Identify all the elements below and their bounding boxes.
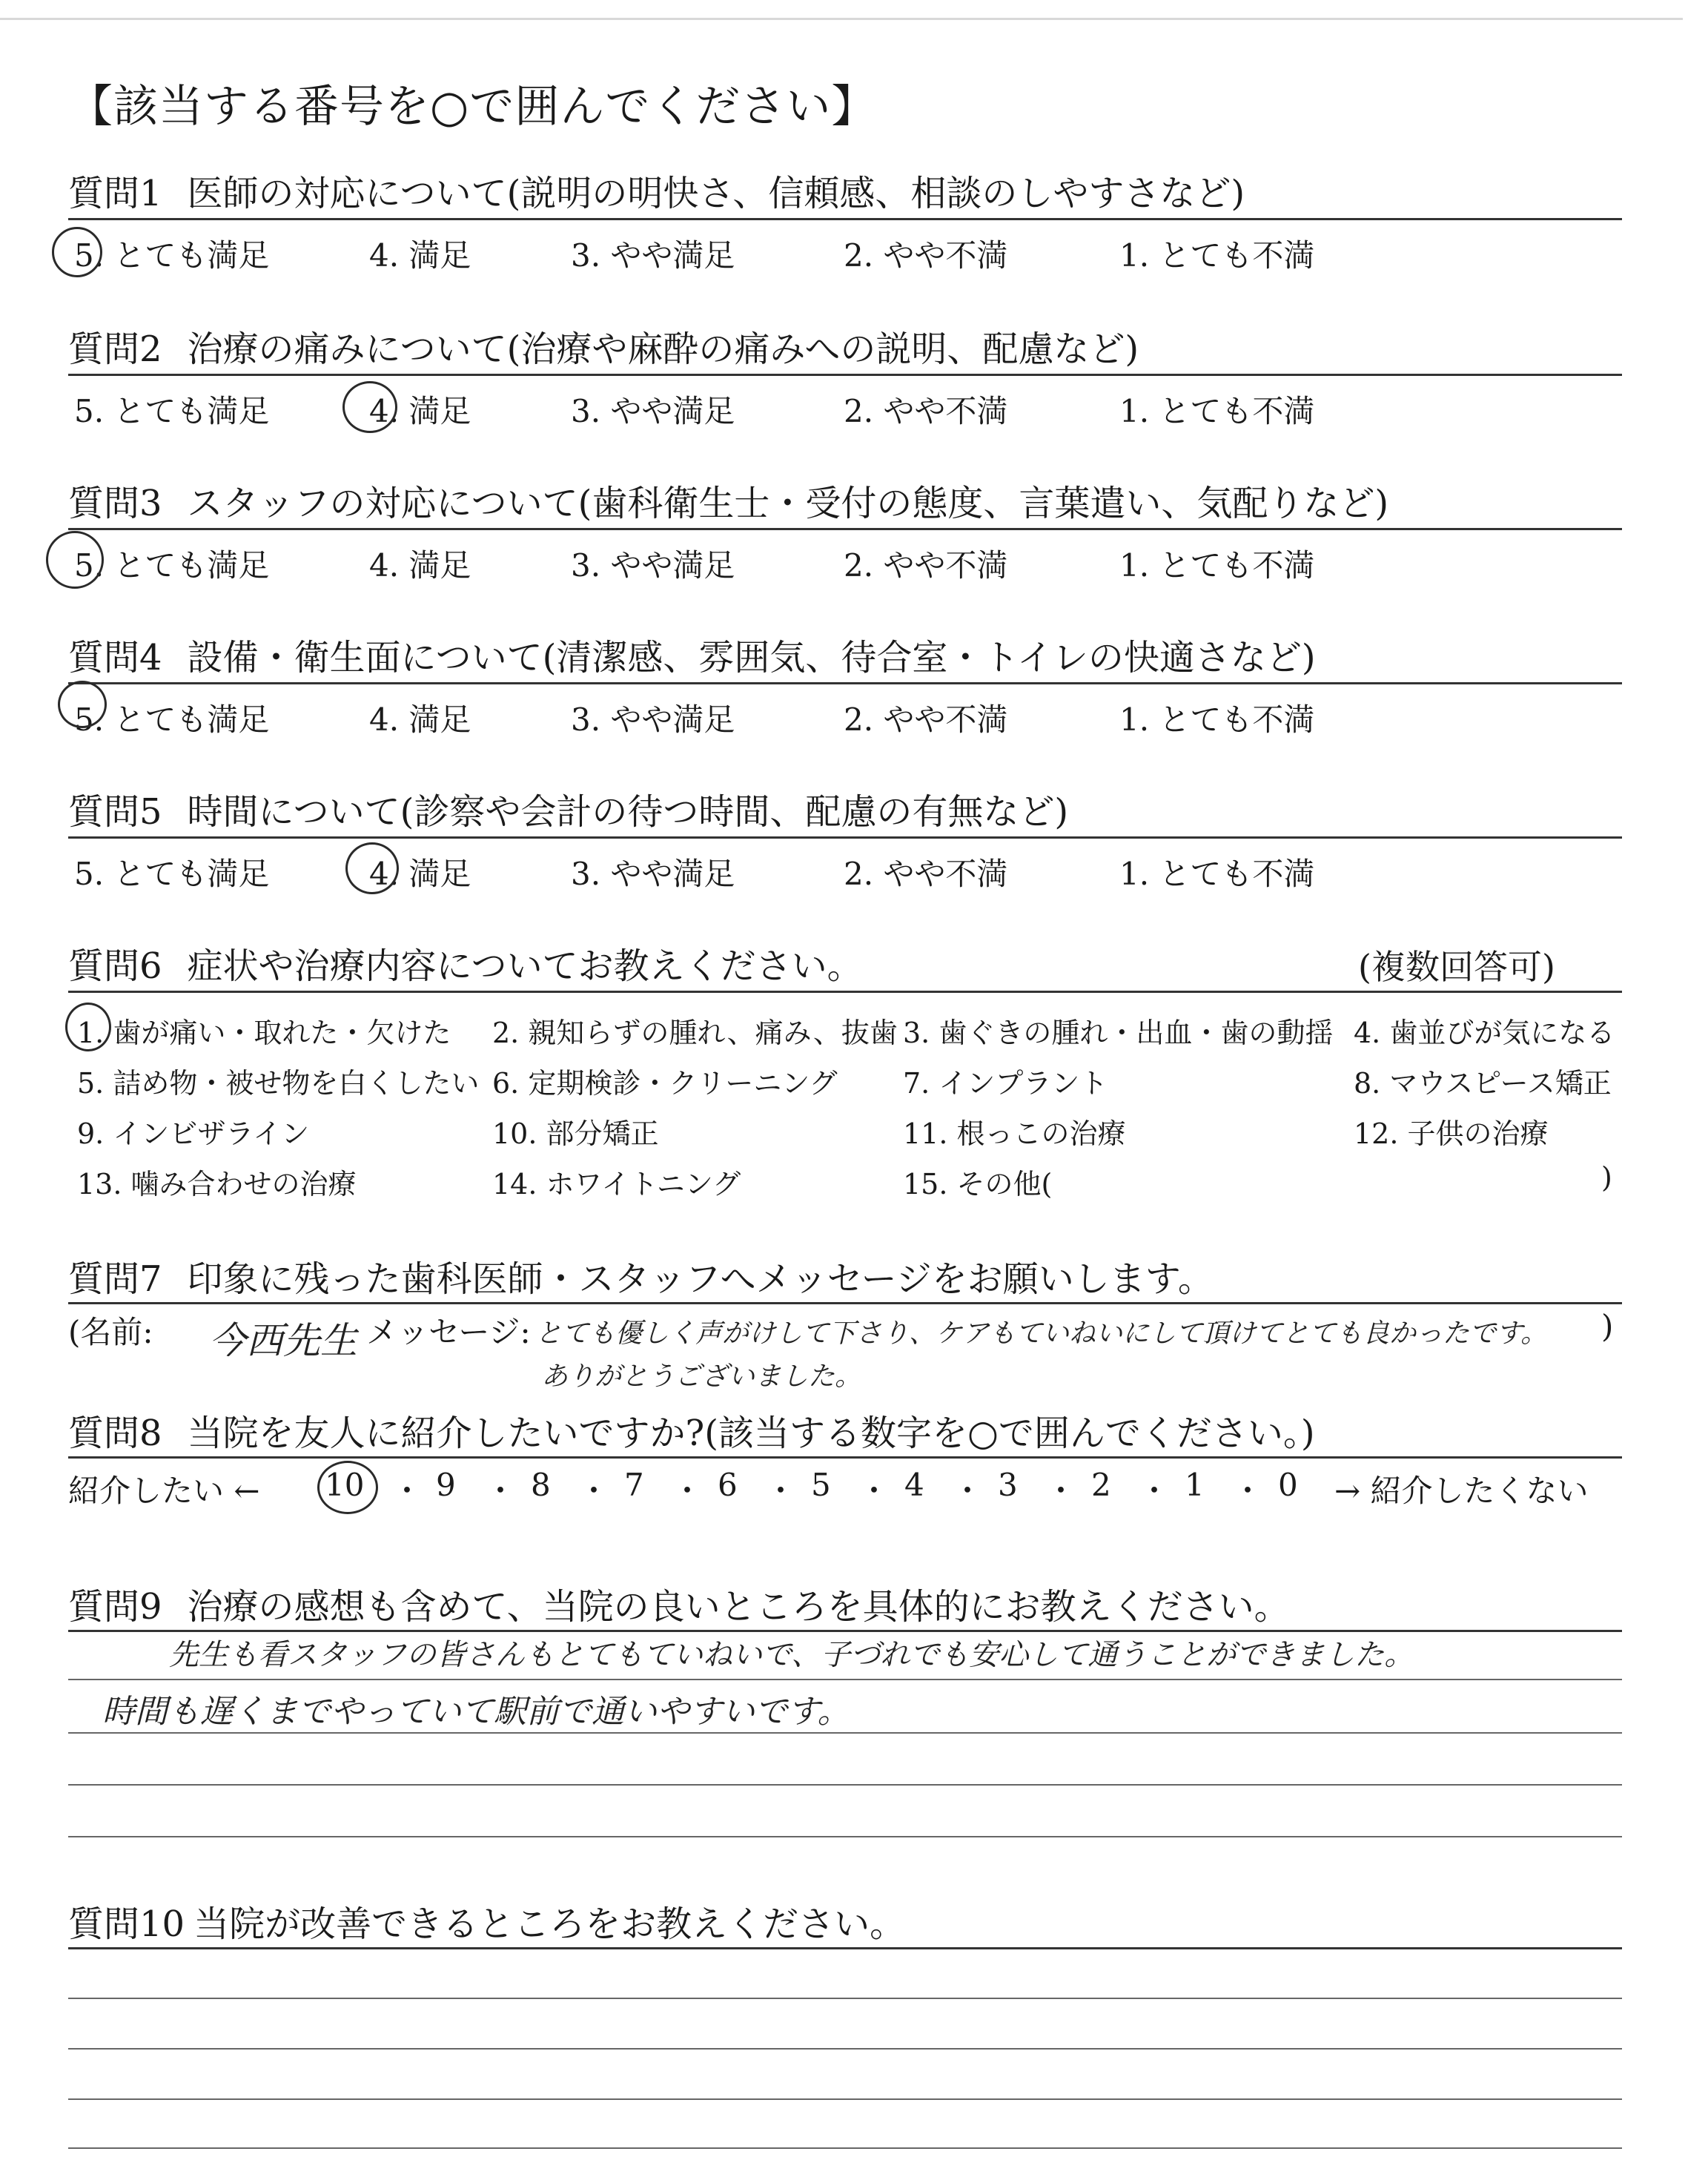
q4-number: 質問4 xyxy=(68,637,162,678)
q1-heading xyxy=(68,165,1245,216)
q9-answer-rule xyxy=(68,1732,1622,1734)
q8-text: 当院を友人に紹介したいですか?(該当する数字を○で囲んでください。) xyxy=(187,1413,1315,1454)
q10-answer-rule xyxy=(68,1998,1622,1999)
q5-option-4[interactable]: 4. 満足 xyxy=(369,856,471,892)
q9-heading xyxy=(68,1578,1290,1629)
q5-option-1[interactable]: 1. とても不満 xyxy=(1119,856,1315,892)
q8-scale-3[interactable]: 3 xyxy=(998,1467,1018,1503)
q8-scale-0[interactable]: 0 xyxy=(1278,1467,1298,1503)
q7-name-value[interactable]: 今西先生 xyxy=(209,1319,357,1362)
q6-selection-circle xyxy=(65,1003,111,1051)
q10-text: 当院が改善できるところをお教えください。 xyxy=(193,1903,906,1945)
q8-dot: ・ xyxy=(858,1473,890,1509)
q8-number: 質問8 xyxy=(68,1413,162,1454)
q9-answer-rule xyxy=(68,1784,1622,1786)
q6-item-2[interactable]: 2. 親知らずの腫れ、痛み、抜歯 xyxy=(492,1017,898,1049)
q8-dot: ・ xyxy=(1139,1473,1171,1509)
q8-selection-circle xyxy=(317,1461,378,1514)
q6-number: 質問6 xyxy=(68,945,162,987)
q3-heading xyxy=(68,475,1388,526)
q8-scale-5[interactable]: 5 xyxy=(811,1467,831,1503)
q7-name-label: (名前: xyxy=(68,1314,153,1350)
q4-heading xyxy=(68,629,1316,680)
q8-dot: ・ xyxy=(765,1473,797,1509)
q3-rule xyxy=(68,528,1622,530)
q8-scale-8[interactable]: 8 xyxy=(531,1467,551,1503)
q3-selection-circle xyxy=(46,531,104,589)
q8-rule xyxy=(68,1456,1622,1459)
q5-text: 時間について(診察や会計の待つ時間、配慮の有無など) xyxy=(187,791,1069,833)
q7-message-label: メッセージ: xyxy=(366,1314,531,1350)
q3-option-3[interactable]: 3. やや満足 xyxy=(571,547,735,584)
q8-dot: ・ xyxy=(952,1473,984,1509)
q6-item-5[interactable]: 5. 詰め物・被せ物を白くしたい xyxy=(77,1067,480,1100)
q1-option-5[interactable]: 5. とても満足 xyxy=(74,237,270,274)
q8-scale-6[interactable]: 6 xyxy=(718,1467,738,1503)
q5-heading xyxy=(68,783,1068,834)
q4-option-4[interactable]: 4. 満足 xyxy=(369,701,471,738)
q6-item-12[interactable]: 12. 子供の治療 xyxy=(1354,1117,1549,1150)
q8-dot: ・ xyxy=(1045,1473,1077,1509)
q10-answer-rule xyxy=(68,2147,1622,2149)
q5-option-3[interactable]: 3. やや満足 xyxy=(571,856,735,892)
q9-answer-line1[interactable]: 先生も看スタッフの皆さんもとてもていねいで、子づれでも安心して通うことができました。 xyxy=(169,1638,1414,1672)
q6-item-3[interactable]: 3. 歯ぐきの腫れ・出血・歯の動揺 xyxy=(903,1017,1334,1049)
q5-rule xyxy=(68,836,1622,839)
q6-item-9[interactable]: 9. インビザライン xyxy=(77,1117,310,1150)
q1-option-1[interactable]: 1. とても不満 xyxy=(1119,237,1315,274)
q7-number: 質問7 xyxy=(68,1258,162,1300)
q2-rule xyxy=(68,374,1622,376)
q4-option-3[interactable]: 3. やや満足 xyxy=(571,701,735,738)
q1-option-2[interactable]: 2. やや不満 xyxy=(844,237,1008,274)
q4-option-5[interactable]: 5. とても満足 xyxy=(74,701,270,738)
q6-item-8[interactable]: 8. マウスピース矯正 xyxy=(1354,1067,1612,1100)
q8-scale-9[interactable]: 9 xyxy=(436,1467,456,1503)
q8-scale-1[interactable]: 1 xyxy=(1185,1467,1205,1503)
q8-scale-4[interactable]: 4 xyxy=(904,1467,924,1503)
q8-scale-2[interactable]: 2 xyxy=(1091,1467,1111,1503)
form-instruction: 【該当する番号を○で囲んでください】 xyxy=(68,81,877,133)
q8-heading xyxy=(68,1404,1315,1456)
q1-text: 医師の対応について(説明の明快さ、信頼感、相談のしやすさなど) xyxy=(187,173,1245,214)
q5-option-5[interactable]: 5. とても満足 xyxy=(74,856,270,892)
q10-answer-rule xyxy=(68,2048,1622,2050)
q8-dot: ・ xyxy=(391,1473,423,1509)
q3-text: スタッフの対応について(歯科衛生士・受付の態度、言葉遣い、気配りなど) xyxy=(187,483,1389,524)
q1-option-4[interactable]: 4. 満足 xyxy=(369,237,471,274)
q6-item-4[interactable]: 4. 歯並びが気になる xyxy=(1354,1017,1615,1049)
q2-option-3[interactable]: 3. やや満足 xyxy=(571,393,735,429)
q9-number: 質問9 xyxy=(68,1586,162,1628)
q6-item-10[interactable]: 10. 部分矯正 xyxy=(492,1117,659,1150)
q2-option-5[interactable]: 5. とても満足 xyxy=(74,393,270,429)
q7-message-line1[interactable]: とても優しく声がけして下さり、ケアもていねいにして頂けてとても良かったです。 xyxy=(535,1318,1548,1349)
q2-text: 治療の痛みについて(治療や麻酔の痛みへの説明、配慮など) xyxy=(187,328,1139,370)
q2-option-1[interactable]: 1. とても不満 xyxy=(1119,393,1315,429)
q2-option-2[interactable]: 2. やや不満 xyxy=(844,393,1008,429)
q1-rule xyxy=(68,218,1622,220)
q2-option-4[interactable]: 4. 満足 xyxy=(369,393,471,429)
q4-rule xyxy=(68,682,1622,684)
q7-text: 印象に残った歯科医師・スタッフへメッセージをお願いします。 xyxy=(187,1258,1214,1300)
q6-item-14[interactable]: 14. ホワイトニング xyxy=(492,1168,741,1200)
q7-heading xyxy=(68,1250,1214,1301)
q8-dot: ・ xyxy=(1232,1473,1264,1509)
q3-number: 質問3 xyxy=(68,483,162,524)
q9-answer-rule xyxy=(68,1679,1622,1680)
q6-item-6[interactable]: 6. 定期検診・クリーニング xyxy=(492,1067,838,1100)
q1-number: 質問1 xyxy=(68,173,162,214)
q8-left-label: 紹介したい ← xyxy=(68,1473,260,1509)
top-border xyxy=(0,18,1683,20)
q7-close-paren: ) xyxy=(1601,1308,1614,1344)
q6-item-11[interactable]: 11. 根っこの治療 xyxy=(903,1117,1126,1150)
q9-answer-rule xyxy=(68,1836,1622,1837)
q4-selection-circle xyxy=(58,681,107,728)
q4-option-1[interactable]: 1. とても不満 xyxy=(1119,701,1315,738)
q3-option-5[interactable]: 5. とても満足 xyxy=(74,547,270,584)
q6-rule xyxy=(68,991,1622,993)
q3-option-2[interactable]: 2. やや不満 xyxy=(844,547,1008,584)
q10-number: 質問10 xyxy=(68,1903,185,1945)
q9-answer-line2[interactable]: 時間も遅くまでやっていて駅前で通いやすいです。 xyxy=(102,1693,850,1731)
q6-item-15[interactable]: 15. その他( xyxy=(903,1168,1053,1200)
q6-item-7[interactable]: 7. インプラント xyxy=(903,1067,1108,1100)
q8-scale-10[interactable]: 10 xyxy=(325,1467,365,1503)
q6-item-1[interactable]: 1. 歯が痛い・取れた・欠けた xyxy=(77,1017,451,1049)
q5-number: 質問5 xyxy=(68,791,162,833)
q6-text: 症状や治療内容についてお教えください。 xyxy=(187,945,863,987)
q1-selection-circle xyxy=(52,227,102,277)
q1-option-3[interactable]: 3. やや満足 xyxy=(571,237,735,274)
q5-selection-circle xyxy=(345,842,399,894)
q7-message-line2[interactable]: ありがとうございました。 xyxy=(541,1361,862,1392)
q9-text: 治療の感想も含めて、当院の良いところを具体的にお教えください。 xyxy=(187,1586,1290,1628)
q8-dot: ・ xyxy=(578,1473,610,1509)
q10-heading xyxy=(68,1895,905,1946)
q10-rule xyxy=(68,1947,1622,1949)
q3-option-1[interactable]: 1. とても不満 xyxy=(1119,547,1315,584)
q8-dot: ・ xyxy=(485,1473,517,1509)
q2-number: 質問2 xyxy=(68,328,162,370)
q6-multi-note: (複数回答可) xyxy=(1358,947,1555,987)
q2-selection-circle xyxy=(342,381,397,433)
q10-answer-rule xyxy=(68,2098,1622,2100)
q6-heading xyxy=(68,937,863,988)
q3-option-4[interactable]: 4. 満足 xyxy=(369,547,471,584)
q8-scale-7[interactable]: 7 xyxy=(624,1467,644,1503)
q8-dot: ・ xyxy=(672,1473,704,1509)
q8-right-label: → 紹介したくない xyxy=(1334,1473,1589,1509)
q6-item-13[interactable]: 13. 噛み合わせの治療 xyxy=(77,1168,357,1200)
q4-option-2[interactable]: 2. やや不満 xyxy=(844,701,1008,738)
q5-option-2[interactable]: 2. やや不満 xyxy=(844,856,1008,892)
q2-heading xyxy=(68,320,1139,371)
q4-text: 設備・衛生面について(清潔感、雰囲気、待合室・トイレの快適さなど) xyxy=(187,637,1316,678)
q6-item-15-close: ) xyxy=(1601,1161,1612,1194)
q7-rule xyxy=(68,1302,1622,1304)
